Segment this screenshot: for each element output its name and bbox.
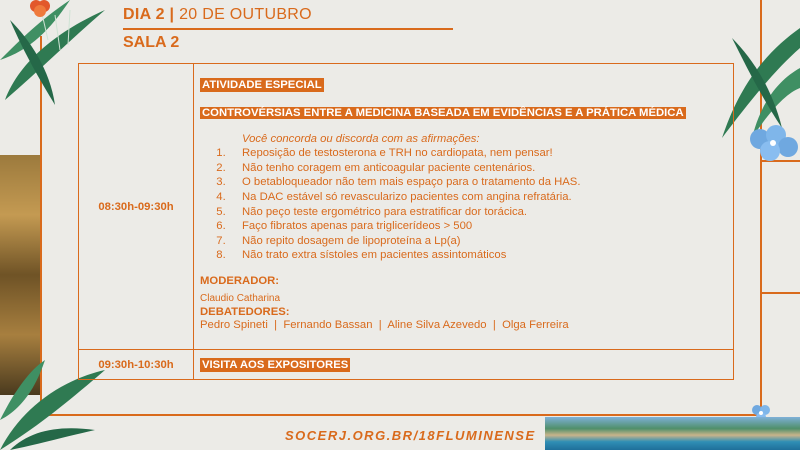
item-text: Na DAC estável só revascularizo pacientes com angina refratária. <box>242 190 572 203</box>
frame-line-bottom <box>40 414 760 416</box>
day-title <box>123 6 312 24</box>
item-text: Faço fibratos apenas para triglicerídeos > 500 <box>242 220 473 233</box>
debaters-label: DEBATEDORES: <box>200 305 290 318</box>
header-rule <box>123 28 453 30</box>
room-title: SALA 2 <box>123 34 180 51</box>
activity-label: VISITA AOS EXPOSITORES <box>202 358 349 371</box>
session-content <box>194 64 734 350</box>
item-number: 4. <box>216 190 226 203</box>
item-number: 5. <box>216 205 226 218</box>
schedule-table <box>78 63 734 380</box>
frame-line-right-inner-2 <box>762 292 800 294</box>
list-item <box>200 161 727 176</box>
time-cell: 09:30h-10:30h <box>79 350 194 380</box>
item-text: Não peço teste ergométrico para estratificar dor torácica. <box>242 205 528 218</box>
item-text: Não trato extra sístoles em pacientes assintomáticos <box>242 249 507 262</box>
moderator-name: Claudio Catharina <box>200 292 281 304</box>
question-text: Você concorda ou discorda com as afirmações: <box>242 133 480 146</box>
blue-flower-icon <box>748 125 800 165</box>
moderator-label: MODERADOR: <box>200 274 280 287</box>
time-cell: 08:30h-09:30h <box>79 64 194 350</box>
day-label: DIA 2 <box>123 6 165 23</box>
list-item <box>200 146 727 161</box>
hibiscus-flower-icon <box>28 0 54 18</box>
item-text: O betabloqueador não tem mais espaço para o tratamento da HAS. <box>242 176 581 189</box>
session-content <box>194 350 734 380</box>
item-number: 2. <box>216 161 226 174</box>
list-item <box>200 219 727 234</box>
footer-url: SOCERJ.ORG.BR/18FLUMINENSE <box>285 428 536 443</box>
list-item <box>200 248 727 263</box>
list-item <box>200 175 727 190</box>
activity-label: ATIVIDADE ESPECIAL <box>202 79 322 92</box>
beach-photo <box>545 417 800 450</box>
schedule-row <box>79 350 734 380</box>
item-number: 6. <box>216 220 226 233</box>
debaters-names: Pedro Spineti | Fernando Bassan | Aline Silva Azevedo | Olga Ferreira <box>200 318 569 331</box>
item-number: 1. <box>216 147 226 160</box>
item-text: Reposição de testosterona e TRH no cardiopata, nem pensar! <box>242 147 553 160</box>
date-label: 20 DE OUTUBRO <box>179 6 312 23</box>
item-text: Não tenho coragem em anticoagular paciente centenários. <box>242 161 536 174</box>
item-text: Não repito dosagem de lipoproteína a Lp(a) <box>242 234 461 247</box>
session-title: CONTROVÉRSIAS ENTRE A MEDICINA BASEADA EM EVIDÊNCIAS E A PRÁTICA MÉDICA <box>202 107 684 120</box>
statement-list <box>200 146 727 263</box>
item-number: 7. <box>216 234 226 247</box>
item-number: 3. <box>216 176 226 189</box>
day-separator: | <box>164 6 180 23</box>
item-number: 8. <box>216 249 226 262</box>
list-item <box>200 190 727 205</box>
list-item <box>200 205 727 220</box>
schedule-row <box>79 64 734 350</box>
list-item <box>200 234 727 249</box>
header <box>123 6 312 24</box>
